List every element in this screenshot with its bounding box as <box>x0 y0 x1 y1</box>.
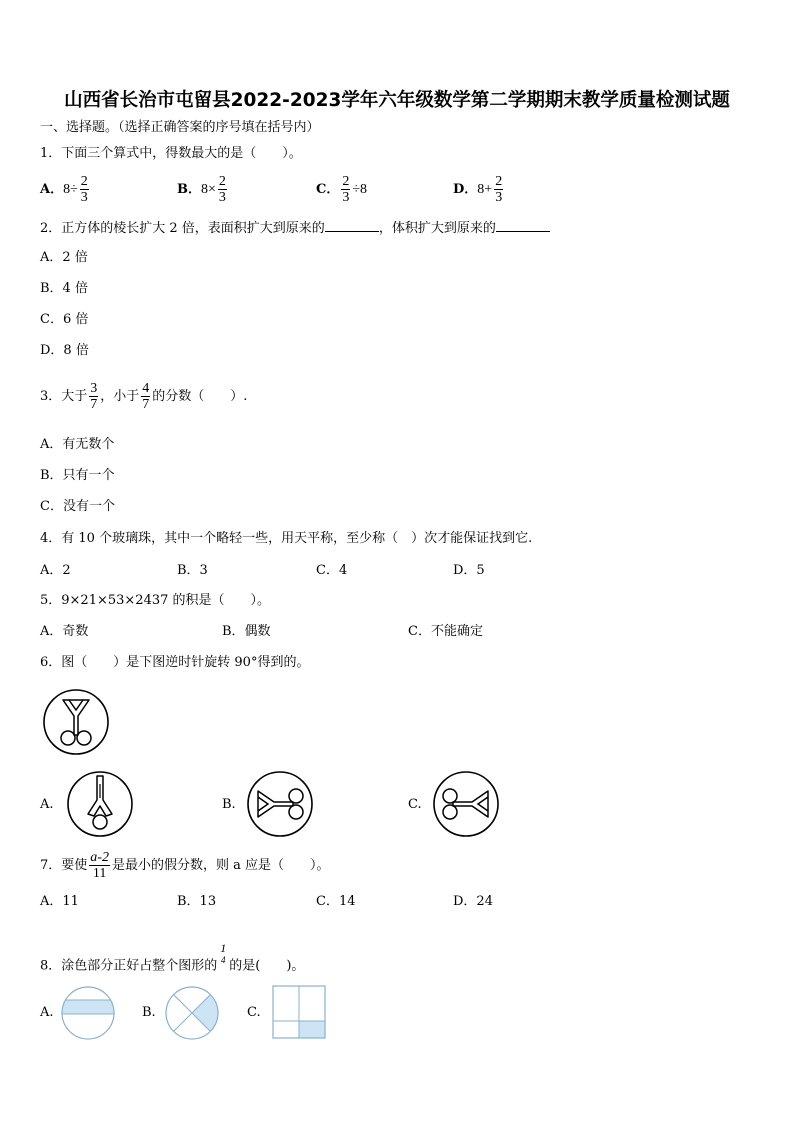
q3-option-b: B．只有一个 <box>40 468 115 483</box>
section-heading: 一、选择题。（选择正确答案的序号填在括号内） <box>40 120 320 135</box>
q7-option-c: C．14 <box>316 894 356 909</box>
q1-option-d: D．8+ $\frac{2}{3}$ <box>453 174 503 205</box>
q1-stem: 1．下面三个算式中，得数最大的是（ ）。 <box>40 146 302 161</box>
q8-option-c-label: C. <box>247 1005 261 1020</box>
q5-stem: 5．9×21×53×2437 的积是（ ）。 <box>40 593 271 608</box>
q3-option-c: C．没有一个 <box>40 499 115 514</box>
q8-option-b-figure <box>165 986 219 1040</box>
q5-option-c: C．不能确定 <box>408 624 483 639</box>
q3-option-a: A．有无数个 <box>40 437 115 452</box>
q6-option-c-figure <box>432 770 500 838</box>
q6-stem: 6．图（ ）是下图逆时针旋转 90°得到的。 <box>40 655 310 670</box>
q8-option-a-figure <box>61 986 115 1040</box>
page-title: 山西省长治市屯留县2022-2023学年六年级数学第二学期期末教学质量检测试题 <box>64 90 730 111</box>
q3-stem: 3．大于 $\frac{3}{7}$ ，小于 $\frac{4}{7}$ 的分数（ ）. <box>40 381 248 412</box>
q6-option-c-label: C. <box>408 797 422 812</box>
q7-option-a: A．11 <box>40 894 79 909</box>
q5-option-b: B．偶数 <box>222 624 271 639</box>
q6-option-b-label: B. <box>222 797 236 812</box>
q1-option-c: C． $\frac{2}{3}$ ÷8 <box>316 174 368 205</box>
q4-option-b: B．3 <box>177 563 208 578</box>
q6-option-b-figure <box>246 770 314 838</box>
q6-option-a-label: A. <box>40 797 54 812</box>
q2-stem: 2．正方体的棱长扩大 2 倍，表面积扩大到原来的 ，体积扩大到原来的 <box>40 219 550 237</box>
q1-option-b: B．8× $\frac{2}{3}$ <box>177 174 226 205</box>
q8-option-c-figure <box>272 985 326 1039</box>
q8-option-a-label: A. <box>40 1005 54 1020</box>
q5-option-a: A．奇数 <box>40 624 89 639</box>
q8-option-b-label: B. <box>142 1005 156 1020</box>
q7-option-b: B．13 <box>177 894 217 909</box>
q4-option-a: A．2 <box>40 563 71 578</box>
q8-stem: 8．涂色部分正好占整个图形的 1 4 的是( )。 <box>40 941 305 974</box>
q6-original-figure <box>42 688 110 756</box>
q4-option-d: D．5 <box>453 563 485 578</box>
q2-option-c: C．6 倍 <box>40 312 89 327</box>
q1-option-a: A．8÷ $\frac{2}{3}$ <box>40 174 88 205</box>
q7-stem: 7．要使 $\frac{a-2}{11}$ 是最小的假分数，则 a 应是（ ）。 <box>40 850 330 881</box>
q4-option-c: C．4 <box>316 563 348 578</box>
q2-option-d: D．8 倍 <box>40 343 89 358</box>
q4-stem: 4．有 10 个玻璃珠，其中一个略轻一些，用天平称，至少称（ ）次才能保证找到它. <box>40 531 533 546</box>
q2-option-a: A．2 倍 <box>40 250 88 265</box>
q2-option-b: B．4 倍 <box>40 281 88 296</box>
q6-option-a-figure <box>66 770 134 838</box>
q7-option-d: D．24 <box>453 894 493 909</box>
